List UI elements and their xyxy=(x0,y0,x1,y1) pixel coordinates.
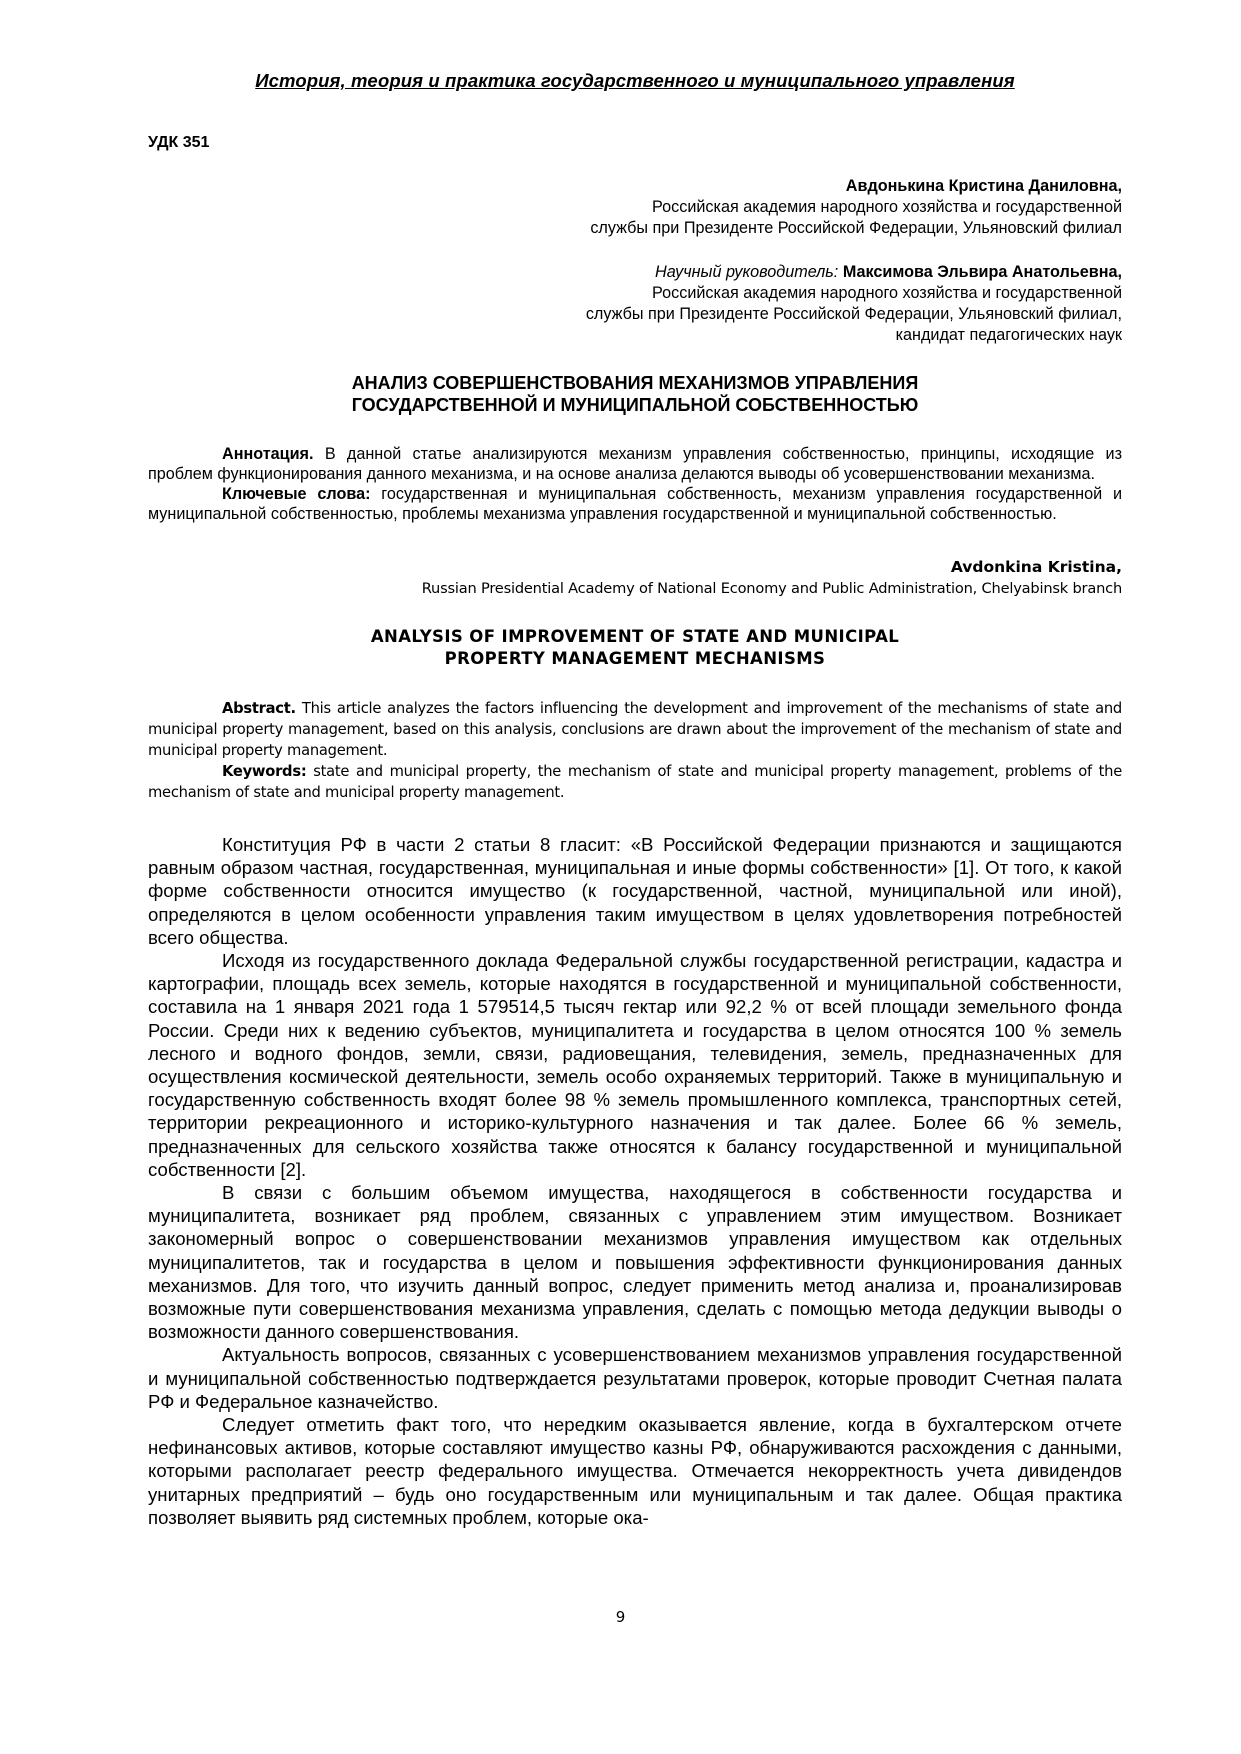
supervisor-affiliation-1: Российская академия народного хозяйства и государственной xyxy=(652,284,1122,302)
keywords-ru-text: государственная и муниципальная собственность, механизм управления государственной и муниципальной собственностью, проблемы механизма управления государственной и муниципальной собственностью. xyxy=(148,485,1123,523)
page-number: 9 xyxy=(615,1608,626,1626)
title-en-line-2: PROPERTY MANAGEMENT MECHANISMS xyxy=(444,649,826,668)
supervisor-name: Максимова Эльвира Анатольевна, xyxy=(842,263,1122,281)
body-paragraph: Конституция РФ в части 2 статьи 8 гласит: «В Российской Федерации признаются и защищаются равным образом частная, государственная, муниципальная и иные формы собственности» [1]. От того, к какой форме собственности относится имущество (к государственной, частной, муниципальной или иной), определяются в целом особенности управления таким имуществом в целях удовлетворения потребностей всего общества. xyxy=(148,834,1122,948)
page xyxy=(148,70,1122,1529)
udk-code: УДК 351 xyxy=(148,134,210,151)
annotation-ru xyxy=(148,444,1122,484)
keywords-en xyxy=(148,761,1122,803)
author-en-name: Avdonkina Kristina, xyxy=(950,558,1122,576)
abstract-en-label: Abstract. xyxy=(222,700,296,717)
body-text xyxy=(148,833,1122,1529)
author-ru-name: Авдонькина Кристина Даниловна, xyxy=(845,177,1122,195)
supervisor-label: Научный руководитель: xyxy=(655,263,839,281)
author-ru-affiliation-1: Российская академия народного хозяйства и государственной xyxy=(652,198,1122,216)
supervisor-degree: кандидат педагогических наук xyxy=(895,326,1122,344)
abstract-en-text: This article analyzes the factors influencing the development and improvement of the mechanisms of state and municipal property management, based on this analysis, conclusions are drawn about the improvement of the mechanism of state and municipal property management. xyxy=(148,700,1122,759)
body-paragraph: Актуальность вопросов, связанных с усовершенствованием механизмов управления государственной и муниципальной собственностью подтверждается результатами проверок, которые проводит Счетная палата РФ и Федеральное казначейство. xyxy=(148,1344,1122,1412)
body-paragraph: Следует отметить факт того, что нередким оказывается явление, когда в бухгалтерском отчете нефинансовых активов, которые составляют имущество казны РФ, обнаруживаются расхождения с данными, которыми располагает реестр федерального имущества. Отмечается некорректность учета дивидендов унитарных предприятий – будь оно государственным или муниципальным и так далее. Общая практика позволяет выявить ряд системных проблем, которые ока- xyxy=(148,1414,1122,1528)
journal-header: История, теория и практика государственного и муниципального управления xyxy=(255,70,1015,91)
keywords-ru-label: Ключевые слова: xyxy=(222,485,371,503)
annotation-ru-block xyxy=(148,444,1122,524)
supervisor-ru-block xyxy=(148,262,1122,346)
supervisor-affiliation-2: службы при Президенте Российской Федерации, Ульяновский филиал, xyxy=(585,305,1122,323)
abstract-en xyxy=(148,698,1122,761)
author-en-affiliation: Russian Presidential Academy of National Economy and Public Administration, Chelyabinsk branch xyxy=(421,580,1122,597)
title-en-line-1: ANALYSIS OF IMPROVEMENT OF STATE AND MUNICIPAL xyxy=(370,627,900,646)
title-ru xyxy=(148,372,1122,416)
annotation-ru-text: В данной статье анализируются механизм управления собственностью, принципы, исходящие из проблем функционирования данного механизма, и на основе анализа делаются выводы об усовершенствовании механизма. xyxy=(148,445,1123,483)
keywords-en-text: state and municipal property, the mechanism of state and municipal property management, problems of the mechanism of state and municipal property management. xyxy=(148,763,1122,801)
keywords-en-label: Keywords: xyxy=(222,763,307,780)
annotation-ru-label: Аннотация. xyxy=(222,445,314,463)
title-en xyxy=(148,626,1122,670)
body-paragraph: В связи с большим объемом имущества, находящегося в собственности государства и муниципалитета, возникает ряд проблем, связанных с управлением этим имуществом. Возникает закономерный вопрос о совершенствовании механизмов управления имуществом как отдельных муниципалитетов, так и государства в целом и повышения эффективности функционирования данных механизмов. Для того, что изучить данный вопрос, следует применить метод анализа и, проанализировав возможные пути совершенствования механизма управления, сделать с помощью метода дедукции выводы о возможности данного совершенствования. xyxy=(148,1182,1122,1343)
keywords-ru xyxy=(148,484,1122,524)
author-ru-block xyxy=(148,176,1122,239)
author-en-block xyxy=(148,556,1122,600)
author-ru-affiliation-2: службы при Президенте Российской Федерации, Ульяновский филиал xyxy=(590,219,1122,237)
abstract-en-block xyxy=(148,698,1122,803)
body-paragraph: Исходя из государственного доклада Федеральной службы государственной регистрации, кадастра и картографии, площадь всех земель, которые находятся в государственной и муниципальной собственности, составила на 1 января 2021 года 1 579514,5 тысяч гектар или 92,2 % от всей площади земельного фонда России. Среди них к ведению субъектов, муниципалитета и государства в целом относятся 100 % земель лесного и водного фондов, земли, связи, радиовещания, телевидения, земель, предназначенных для осуществления космической деятельности, земель особо охраняемых территорий. Также в муниципальную и государственную собственность входят более 98 % земель промышленного комплекса, транспортных сетей, территории рекреационного и историко-культурного назначения и так далее. Более 66 % земель, предназначенных для сельского хозяйства также относятся к балансу государственной и муниципальной собственности [2]. xyxy=(148,950,1122,1180)
title-ru-line-1: АНАЛИЗ СОВЕРШЕНСТВОВАНИЯ МЕХАНИЗМОВ УПРАВЛЕНИЯ xyxy=(351,373,919,393)
title-ru-line-2: ГОСУДАРСТВЕННОЙ И МУНИЦИПАЛЬНОЙ СОБСТВЕННОСТЬЮ xyxy=(351,395,919,415)
